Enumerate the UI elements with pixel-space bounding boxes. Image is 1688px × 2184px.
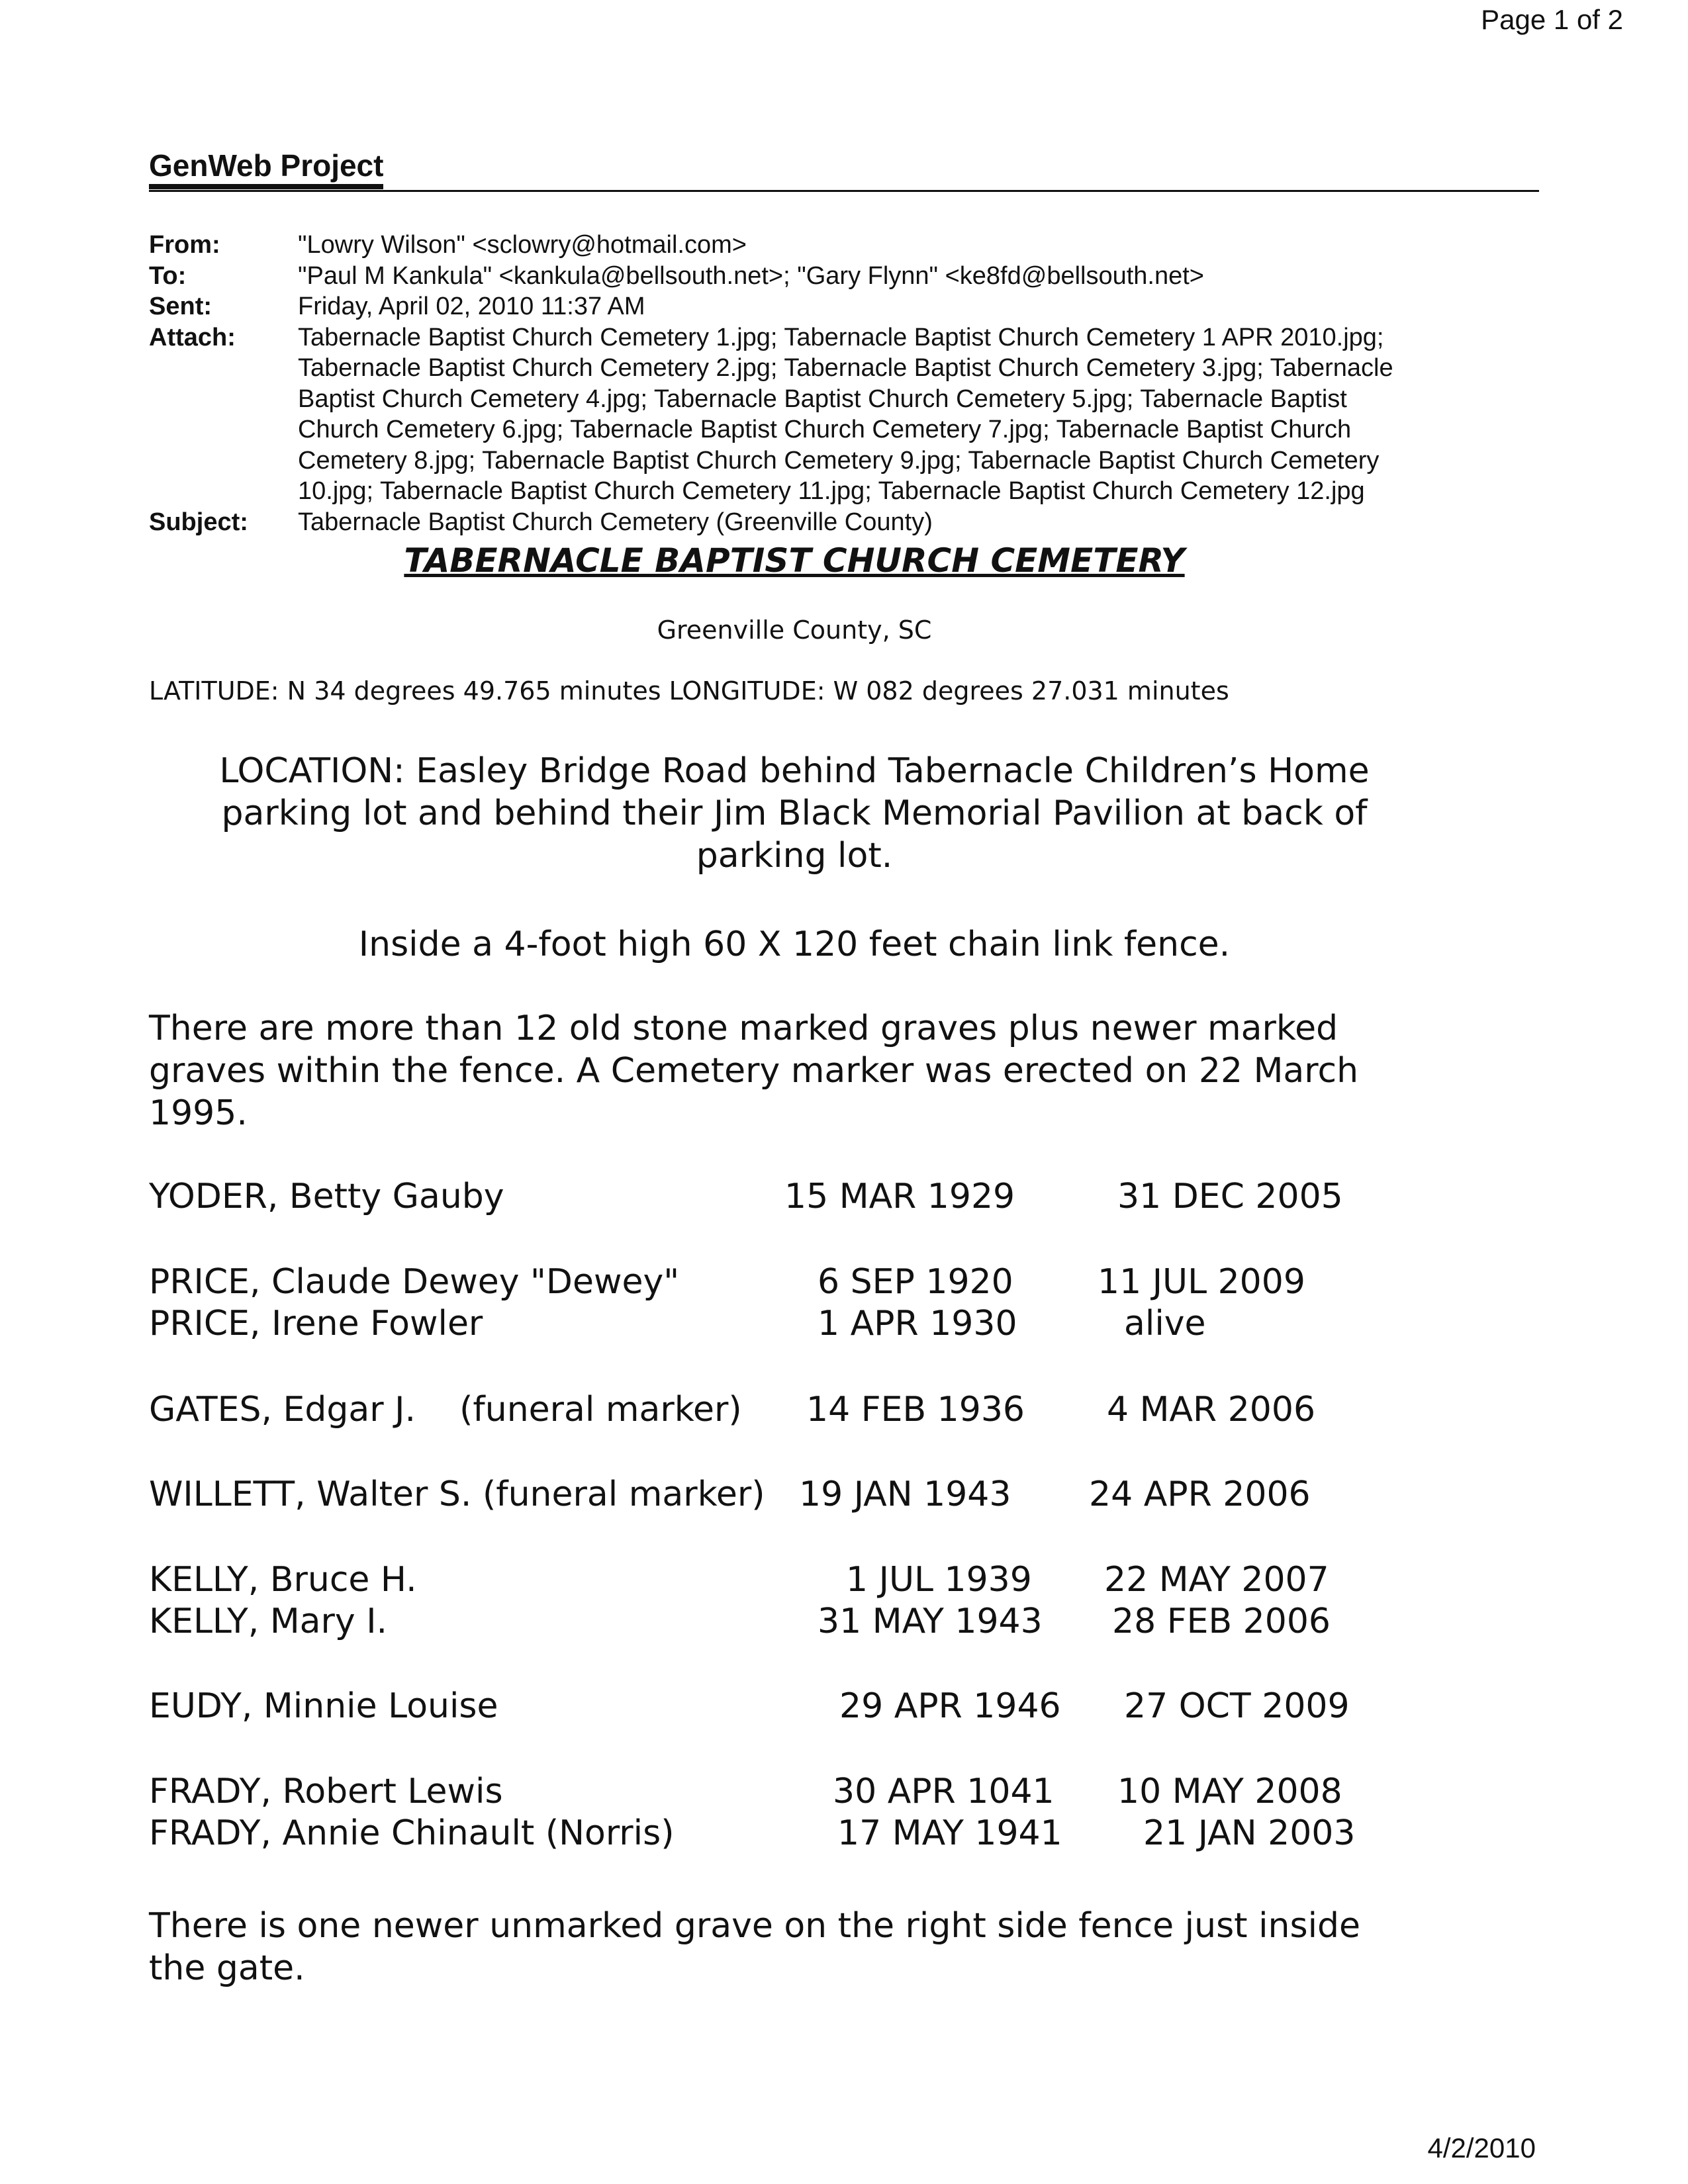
to-label: To:: [149, 261, 187, 290]
fence-description: Inside a 4-foot high 60 X 120 feet chain link fence.: [358, 925, 1231, 964]
attach-line: Tabernacle Baptist Church Cemetery 2.jpg; Tabernacle Baptist Church Cemetery 3.jpg; Tabernacle: [298, 354, 1393, 382]
header-divider: [149, 190, 1539, 192]
burial-birth-date: 14 FEB 1936: [806, 1390, 1025, 1430]
to-row: [149, 261, 1546, 292]
attach-line: Tabernacle Baptist Church Cemetery 1.jpg; Tabernacle Baptist Church Cemetery 1 APR 2010.jpg;: [298, 323, 1384, 351]
location-line: parking lot.: [696, 836, 893, 876]
to-value: "Paul M Kankula" <kankula@bellsouth.net>; "Gary Flynn" <ke8fd@bellsouth.net>: [298, 261, 1205, 290]
location-line: LOCATION: Easley Bridge Road behind Tabernacle Children’s Home: [219, 751, 1370, 791]
burial-name: KELLY, Mary I.: [149, 1602, 388, 1641]
burial-death-date: 28 FEB 2006: [1112, 1602, 1331, 1641]
burial-death-date: 4 MAR 2006: [1107, 1390, 1316, 1430]
graves-note-line: graves within the fence. A Cemetery marker was erected on 22 March: [149, 1051, 1359, 1091]
graves-note-line: 1995.: [149, 1093, 248, 1133]
attach-line: Baptist Church Cemetery 4.jpg; Tabernacle Baptist Church Cemetery 5.jpg; Tabernacle Baptist: [298, 385, 1347, 413]
burial-name: GATES, Edgar J. (funeral marker): [149, 1390, 742, 1430]
burial-death-date: 31 DEC 2005: [1117, 1177, 1343, 1216]
burial-death-date: alive: [1124, 1304, 1206, 1343]
burial-death-date: 24 APR 2006: [1089, 1475, 1311, 1514]
footer-date: 4/2/2010: [1427, 2132, 1536, 2163]
burial-death-date: 10 MAY 2008: [1117, 1772, 1342, 1811]
page-number: Page 1 of 2: [1481, 4, 1623, 35]
burial-birth-date: 15 MAR 1929: [784, 1177, 1015, 1216]
graves-note-line: There are more than 12 old stone marked graves plus newer marked: [149, 1009, 1338, 1048]
burial-name: YODER, Betty Gauby: [149, 1177, 504, 1216]
graves-note: [149, 1007, 1473, 1134]
email-header: [149, 230, 1546, 537]
attach-value: [298, 322, 1546, 507]
closing-line: There is one newer unmarked grave on the right side fence just inside: [149, 1906, 1361, 1946]
attach-line: Church Cemetery 6.jpg; Tabernacle Baptist Church Cemetery 7.jpg; Tabernacle Baptist Church: [298, 416, 1352, 443]
burial-death-date: 22 MAY 2007: [1104, 1560, 1329, 1600]
subject-row: [149, 507, 1546, 538]
burial-death-date: 21 JAN 2003: [1143, 1813, 1356, 1853]
burial-birth-date: 1 JUL 1939: [846, 1560, 1032, 1600]
burial-birth-date: 19 JAN 1943: [799, 1475, 1011, 1514]
sent-value: Friday, April 02, 2010 11:37 AM: [298, 293, 645, 320]
county-subtitle: Greenville County, SC: [657, 615, 932, 645]
burial-birth-date: 1 APR 1930: [818, 1304, 1017, 1343]
closing-line: the gate.: [149, 1948, 305, 1988]
burial-birth-date: 17 MAY 1941: [837, 1813, 1062, 1853]
sent-label: Sent:: [149, 293, 212, 320]
from-label: From:: [149, 231, 220, 259]
attach-label: Attach:: [149, 323, 236, 351]
burial-name: PRICE, Irene Fowler: [149, 1304, 483, 1343]
burial-death-date: 27 OCT 2009: [1124, 1686, 1350, 1726]
from-value: "Lowry Wilson" <sclowry@hotmail.com>: [298, 231, 747, 259]
burial-birth-date: 6 SEP 1920: [818, 1262, 1013, 1302]
burial-name: KELLY, Bruce H.: [149, 1560, 417, 1600]
burial-birth-date: 29 APR 1946: [839, 1686, 1061, 1726]
location-line: parking lot and behind their Jim Black Memorial Pavilion at back of: [221, 794, 1368, 833]
burial-birth-date: 31 MAY 1943: [818, 1602, 1043, 1641]
subject-value: Tabernacle Baptist Church Cemetery (Greenville County): [298, 508, 933, 536]
from-row: [149, 230, 1546, 261]
attach-line: Cemetery 8.jpg; Tabernacle Baptist Church Cemetery 9.jpg; Tabernacle Baptist Church Cemetery: [298, 446, 1380, 475]
burial-name: WILLETT, Walter S. (funeral marker): [149, 1475, 765, 1514]
closing-note: [149, 1905, 1473, 1989]
project-title: GenWeb Project: [149, 147, 383, 189]
burial-name: EUDY, Minnie Louise: [149, 1686, 498, 1726]
sent-row: [149, 291, 1546, 322]
burial-birth-date: 30 APR 1041: [833, 1772, 1055, 1811]
attach-line: 10.jpg; Tabernacle Baptist Church Cemetery 11.jpg; Tabernacle Baptist Church Cemetery 12.jpg: [298, 477, 1365, 505]
burial-death-date: 11 JUL 2009: [1098, 1262, 1305, 1302]
burial-name: FRADY, Robert Lewis: [149, 1772, 503, 1811]
location-paragraph: [0, 750, 1589, 877]
burial-name: FRADY, Annie Chinault (Norris): [149, 1813, 675, 1853]
subject-label: Subject:: [149, 508, 248, 536]
burial-name: PRICE, Claude Dewey "Dewey": [149, 1262, 680, 1302]
attach-row: [149, 322, 1546, 507]
coordinates-line: LATITUDE: N 34 degrees 49.765 minutes LONGITUDE: W 082 degrees 27.031 minutes: [149, 676, 1229, 705]
document-title: TABERNACLE BAPTIST CHURCH CEMETERY: [404, 541, 1185, 580]
